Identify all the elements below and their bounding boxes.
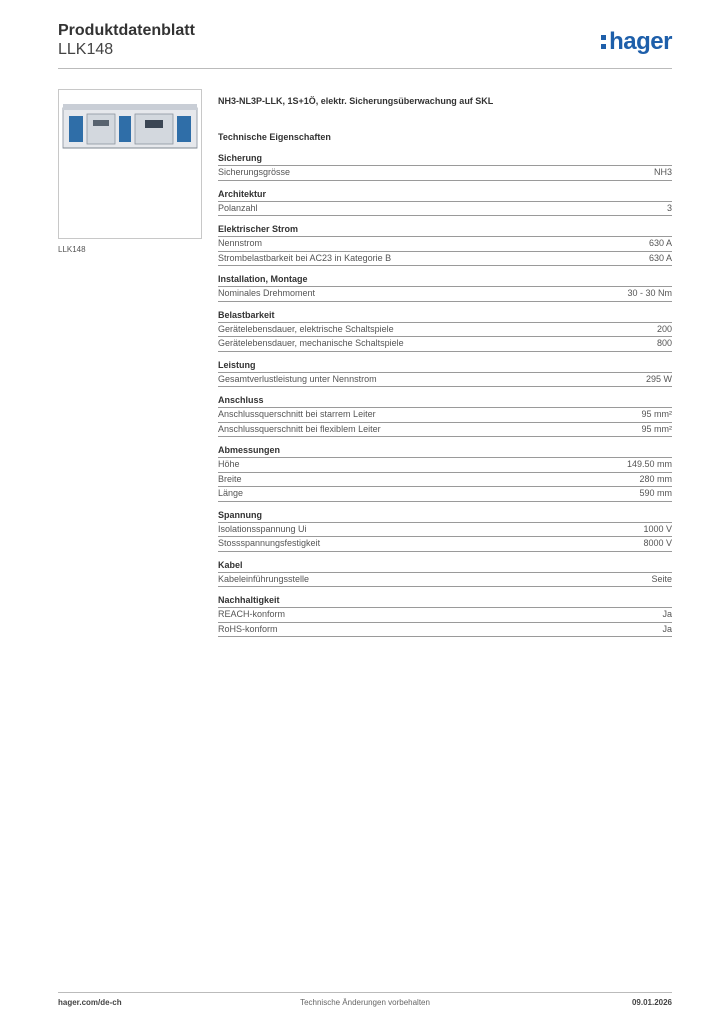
section-title: Leistung — [218, 360, 672, 373]
spec-value: 149.50 mm — [626, 459, 672, 469]
spec-value: Ja — [662, 609, 672, 619]
spec-row — [218, 237, 672, 252]
fuse-switch-product-icon — [59, 90, 201, 238]
spec-section — [218, 310, 672, 352]
product-image — [58, 89, 202, 239]
spec-row — [218, 608, 672, 623]
spec-label: Gerätelebensdauer, elektrische Schaltspiele — [218, 323, 394, 334]
spec-row — [218, 287, 672, 302]
spec-section — [218, 595, 672, 637]
spec-value: 630 A — [648, 252, 672, 263]
spec-label: Kabeleinführungsstelle — [218, 573, 310, 584]
footer-divider — [58, 992, 672, 993]
spec-label: Isolationsspannung Ui — [218, 523, 307, 534]
spec-section — [218, 189, 672, 217]
spec-value: 30 - 30 Nm — [627, 288, 672, 298]
document-title: Produktdatenblatt — [58, 22, 195, 39]
section-title: Kabel — [218, 560, 672, 573]
spec-section — [218, 360, 672, 388]
section-title: Nachhaltigkeit — [218, 595, 672, 608]
footer-notice: Technische Änderungen vorbehalten — [300, 998, 430, 1007]
spec-content — [218, 96, 672, 645]
footer-website: hager.com/de-ch — [58, 998, 122, 1007]
spec-row — [218, 323, 672, 338]
spec-section — [218, 510, 672, 552]
tech-properties-heading: Technische Eigenschaften — [218, 132, 331, 142]
spec-value: Seite — [651, 573, 672, 584]
spec-label: RoHS-konform — [218, 623, 278, 634]
spec-label: Länge — [218, 488, 244, 498]
spec-row — [218, 458, 672, 473]
spec-value: 8000 V — [643, 538, 672, 548]
section-title: Belastbarkeit — [218, 310, 672, 323]
hager-logo — [601, 30, 672, 54]
spec-section — [218, 224, 672, 266]
spec-row — [218, 337, 672, 352]
spec-label: Sicherungsgrösse — [218, 167, 291, 177]
spec-label: Nominales Drehmoment — [218, 288, 316, 298]
spec-value: 95 mm² — [641, 423, 672, 434]
section-title: Abmessungen — [218, 445, 672, 458]
spec-row — [218, 473, 672, 488]
spec-row — [218, 523, 672, 538]
page-header — [58, 22, 672, 68]
spec-value: Ja — [662, 623, 672, 634]
spec-label: REACH-konform — [218, 609, 286, 619]
spec-section — [218, 445, 672, 502]
spec-row — [218, 537, 672, 552]
footer-date: 09.01.2026 — [631, 998, 672, 1007]
spec-row — [218, 423, 672, 438]
spec-row — [218, 408, 672, 423]
spec-value: 95 mm² — [641, 409, 672, 419]
spec-section — [218, 274, 672, 302]
spec-section — [218, 153, 672, 181]
spec-value: NH3 — [653, 167, 672, 177]
logo-text: hager — [609, 28, 672, 55]
section-title: Elektrischer Strom — [218, 224, 672, 237]
section-title: Spannung — [218, 510, 672, 523]
spec-value: 800 — [656, 338, 672, 348]
spec-label: Stossspannungsfestigkeit — [218, 538, 321, 548]
product-description: NH3-NL3P-LLK, 1S+1Ö, elektr. Sicherungsüberwachung auf SKL — [218, 96, 494, 106]
logo-dots-icon — [601, 35, 606, 49]
spec-value: 200 — [656, 323, 672, 334]
spec-row — [218, 623, 672, 638]
document-subtitle: LLK148 — [58, 41, 114, 58]
spec-label: Gerätelebensdauer, mechanische Schaltspiele — [218, 338, 404, 348]
spec-value: 280 mm — [639, 473, 672, 484]
section-title: Anschluss — [218, 395, 672, 408]
spec-section — [218, 560, 672, 588]
spec-value: 1000 V — [643, 523, 672, 534]
spec-value: 3 — [666, 202, 672, 213]
spec-label: Nennstrom — [218, 238, 263, 248]
section-title: Installation, Montage — [218, 274, 672, 287]
spec-value: 295 W — [645, 373, 672, 384]
spec-label: Anschlussquerschnitt bei flexiblem Leiter — [218, 423, 381, 434]
spec-value: 630 A — [648, 238, 672, 248]
spec-section — [218, 395, 672, 437]
spec-label: Strombelastbarkeit bei AC23 in Kategorie B — [218, 252, 392, 263]
spec-label: Breite — [218, 473, 242, 484]
spec-row — [218, 202, 672, 217]
spec-row — [218, 373, 672, 388]
spec-row — [218, 487, 672, 502]
spec-row — [218, 252, 672, 267]
spec-label: Höhe — [218, 459, 240, 469]
spec-label: Polanzahl — [218, 202, 258, 213]
spec-value: 590 mm — [639, 488, 672, 498]
spec-row — [218, 166, 672, 181]
section-title: Architektur — [218, 189, 672, 202]
image-caption: LLK148 — [58, 245, 86, 254]
spec-label: Gesamtverlustleistung unter Nennstrom — [218, 373, 377, 384]
spec-label: Anschlussquerschnitt bei starrem Leiter — [218, 409, 376, 419]
section-title: Sicherung — [218, 153, 672, 166]
header-divider — [58, 68, 672, 69]
spec-row — [218, 573, 672, 588]
